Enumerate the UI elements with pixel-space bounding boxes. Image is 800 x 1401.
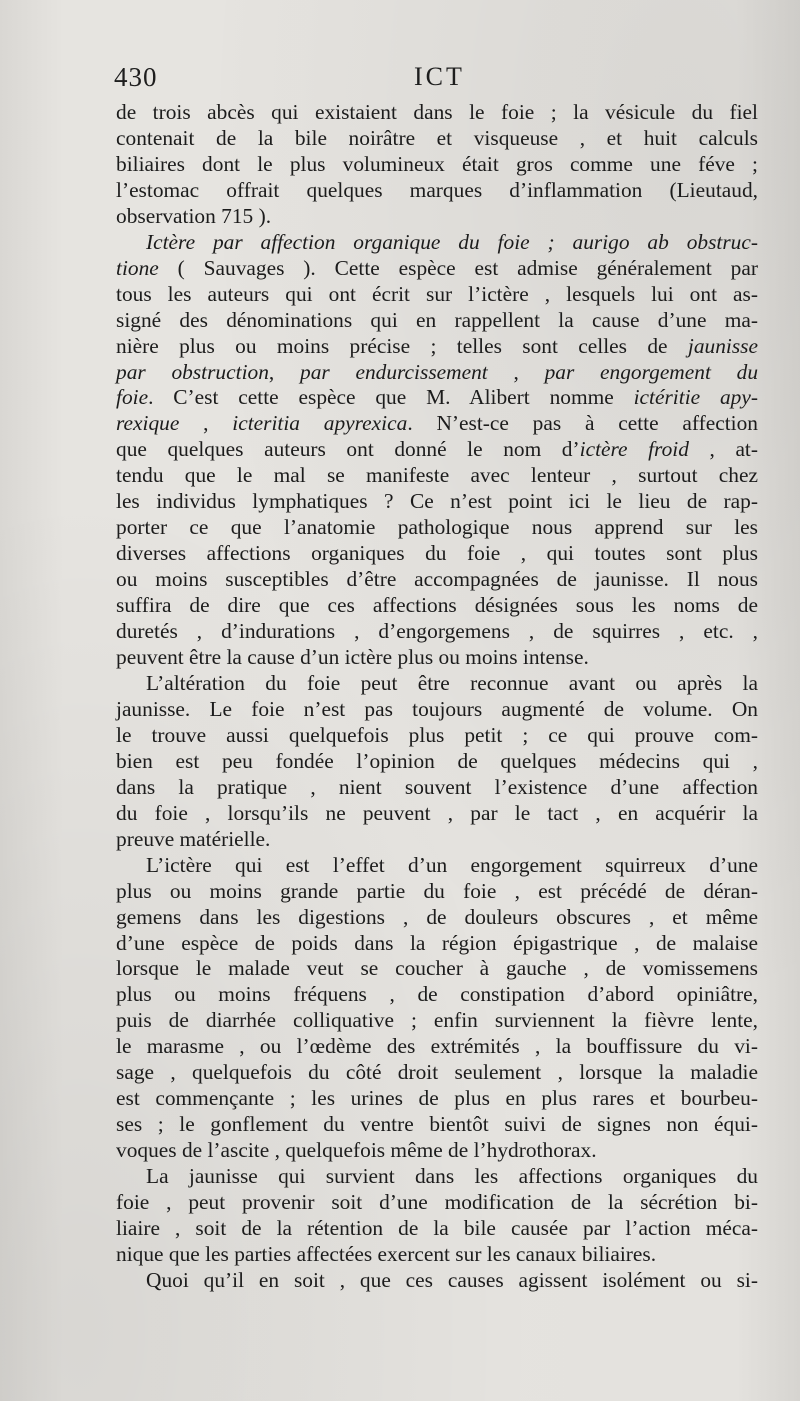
page-number: 430 bbox=[114, 62, 158, 92]
text-segment: nique que les parties affectées exercent sur les canaux biliaires. bbox=[116, 1241, 657, 1266]
text-segment: , bbox=[268, 359, 300, 384]
paragraph bbox=[116, 1164, 758, 1268]
text-segment: lorsque le malade veut se coucher à gauche , de vomissemens bbox=[116, 956, 758, 981]
text-segment: L’ictère qui est l’effet d’un engorgement squirreux d’une bbox=[146, 852, 758, 877]
text-line bbox=[116, 1112, 758, 1138]
text-segment: dans la pratique , nient souvent l’existence d’une affection bbox=[116, 774, 758, 799]
text-segment: biliaires dont le plus volumineux était gros comme une féve ; bbox=[116, 151, 758, 176]
text-line bbox=[116, 1008, 758, 1034]
italic-text: jaunisse bbox=[687, 333, 758, 358]
paragraph bbox=[116, 853, 758, 1164]
text-line bbox=[116, 463, 758, 489]
text-segment: plus ou moins fréquens , de constipation d’abord opiniâtre, bbox=[116, 982, 758, 1007]
text-line bbox=[116, 827, 758, 853]
italic-text: par obstruction bbox=[116, 359, 269, 384]
italic-text: foie bbox=[116, 385, 149, 410]
text-line bbox=[116, 204, 758, 230]
text-segment: L’altération du foie peut être reconnue avant ou après la bbox=[146, 670, 758, 695]
text-line bbox=[116, 1034, 758, 1060]
text-line bbox=[116, 1216, 758, 1242]
text-segment: Quoi qu’il en soit , que ces causes agissent isolément ou si- bbox=[146, 1267, 758, 1292]
text-segment: signé des dénominations qui en rappellent la cause d’une ma- bbox=[116, 307, 758, 332]
text-line bbox=[116, 775, 758, 801]
text-line bbox=[116, 567, 758, 593]
text-segment: contenait de la bile noirâtre et visqueuse , et huit calculs bbox=[116, 125, 758, 150]
text-segment: l’estomac offrait quelques marques d’inflammation (Lieutaud, bbox=[116, 177, 758, 202]
text-segment: observation 715 ). bbox=[116, 203, 272, 228]
body-text bbox=[116, 100, 758, 1294]
text-segment: ses ; le gonflement du ventre bientôt suivi de signes non équi- bbox=[116, 1112, 758, 1137]
text-segment: gemens dans les digestions , de douleurs obscures , et même bbox=[116, 904, 758, 929]
text-segment: preuve matérielle. bbox=[116, 826, 271, 851]
text-line bbox=[116, 282, 758, 308]
text-segment: peuvent être la cause d’un ictère plus ou moins intense. bbox=[116, 645, 589, 670]
italic-text: ictère froid bbox=[579, 437, 689, 462]
italic-text: Ictère par affection organique du foie ; aurigo ab obstruc- bbox=[146, 229, 758, 254]
text-line bbox=[116, 593, 758, 619]
text-segment: . N’est-ce pas à cette affection bbox=[407, 411, 758, 436]
paragraph bbox=[116, 1268, 758, 1294]
text-line bbox=[116, 178, 758, 204]
text-segment: suffira de dire que ces affections désignées sous les noms de bbox=[116, 593, 758, 618]
text-segment: est commençante ; les urines de plus en plus rares et bourbeu- bbox=[116, 1086, 758, 1111]
italic-text: tione bbox=[116, 255, 159, 280]
text-segment: le trouve aussi quelquefois plus petit ; ce qui prouve com- bbox=[116, 722, 758, 747]
text-segment: , bbox=[179, 411, 233, 436]
text-segment: le marasme , ou l’œdème des extrémités , la bouffissure du vi- bbox=[116, 1034, 758, 1059]
text-segment: . C’est cette espèce que M. Alibert nomme bbox=[148, 385, 634, 410]
text-line bbox=[116, 230, 758, 256]
text-line bbox=[116, 152, 758, 178]
text-line bbox=[116, 385, 758, 411]
paragraph bbox=[116, 230, 758, 671]
text-line bbox=[116, 1164, 758, 1190]
text-segment: sage , quelquefois du côté droit seulement , lorsque la maladie bbox=[116, 1060, 758, 1085]
text-segment: que quelques auteurs ont donné le nom d’ bbox=[116, 437, 580, 462]
italic-text: rexique bbox=[116, 411, 180, 436]
text-line bbox=[116, 671, 758, 697]
text-segment: , at- bbox=[688, 437, 759, 462]
text-line bbox=[116, 308, 758, 334]
text-line bbox=[116, 1086, 758, 1112]
text-segment: liaire , soit de la rétention de la bile causée par l’action méca- bbox=[116, 1215, 758, 1240]
paragraph bbox=[116, 100, 758, 230]
text-segment: du foie , lorsqu’ils ne peuvent , par le tact , en acquérir la bbox=[116, 800, 758, 825]
text-line bbox=[116, 1268, 758, 1294]
text-line bbox=[116, 956, 758, 982]
text-segment: jaunisse. Le foie n’est pas toujours augmenté de volume. On bbox=[116, 696, 758, 721]
text-line bbox=[116, 1138, 758, 1164]
text-line bbox=[116, 1060, 758, 1086]
text-line bbox=[116, 100, 758, 126]
text-segment: diverses affections organiques du foie , qui toutes sont plus bbox=[116, 541, 758, 566]
italic-text: ictéritie apy- bbox=[633, 385, 758, 410]
text-line bbox=[116, 749, 758, 775]
italic-text: icteritia apyrexica bbox=[232, 411, 408, 436]
text-line bbox=[116, 905, 758, 931]
text-segment: porter ce que l’anatomie pathologique nous apprend sur les bbox=[116, 515, 758, 540]
text-segment: plus ou moins grande partie du foie , est précédé de déran- bbox=[116, 878, 758, 903]
text-line bbox=[116, 801, 758, 827]
text-line bbox=[116, 541, 758, 567]
text-segment: puis de diarrhée colliquative ; enfin surviennent la fièvre lente, bbox=[116, 1008, 758, 1033]
text-segment: foie , peut provenir soit d’une modification de la sécrétion bi- bbox=[116, 1190, 758, 1215]
text-line bbox=[116, 489, 758, 515]
text-line bbox=[116, 334, 758, 360]
text-segment: ou moins susceptibles d’être accompagnées de jaunisse. Il nous bbox=[116, 567, 758, 592]
text-line bbox=[116, 723, 758, 749]
text-segment: , bbox=[487, 359, 545, 384]
text-segment: bien est peu fondée l’opinion de quelques médecins qui , bbox=[116, 748, 758, 773]
text-segment: de trois abcès qui existaient dans le foie ; la vésicule du fiel bbox=[116, 100, 758, 124]
text-line bbox=[116, 982, 758, 1008]
text-segment: voques de l’ascite , quelquefois même de l’hydrothorax. bbox=[116, 1138, 597, 1163]
text-line bbox=[116, 256, 758, 282]
text-line bbox=[116, 437, 758, 463]
text-line bbox=[116, 1242, 758, 1268]
text-line bbox=[116, 853, 758, 879]
paragraph bbox=[116, 671, 758, 853]
text-line bbox=[116, 619, 758, 645]
text-line bbox=[116, 879, 758, 905]
text-line bbox=[116, 360, 758, 386]
page-header bbox=[114, 62, 770, 96]
italic-text: par engorgement du bbox=[544, 359, 759, 384]
text-line bbox=[116, 697, 758, 723]
text-segment: tendu que le mal se manifeste avec lenteur , surtout chez bbox=[116, 463, 758, 488]
italic-text: par endurcissement bbox=[300, 359, 488, 384]
text-line bbox=[116, 411, 758, 437]
text-segment: les individus lymphatiques ? Ce n’est point ici le lieu de rap- bbox=[116, 489, 758, 514]
text-segment: d’une espèce de poids dans la région épigastrique , de malaise bbox=[116, 930, 758, 955]
text-line bbox=[116, 126, 758, 152]
text-segment: ( Sauvages ). Cette espèce est admise généralement par bbox=[158, 255, 758, 280]
text-segment: nière plus ou moins précise ; telles sont celles de bbox=[116, 333, 688, 358]
running-head: ICT bbox=[414, 62, 465, 91]
text-line bbox=[116, 645, 758, 671]
text-segment: La jaunisse qui survient dans les affections organiques du bbox=[146, 1164, 758, 1189]
text-line bbox=[116, 931, 758, 957]
text-segment: duretés , d’indurations , d’engorgemens , de squirres , etc. , bbox=[116, 619, 758, 644]
text-segment: tous les auteurs qui ont écrit sur l’ictère , lesquels lui ont as- bbox=[116, 281, 758, 306]
text-line bbox=[116, 1190, 758, 1216]
text-line bbox=[116, 515, 758, 541]
